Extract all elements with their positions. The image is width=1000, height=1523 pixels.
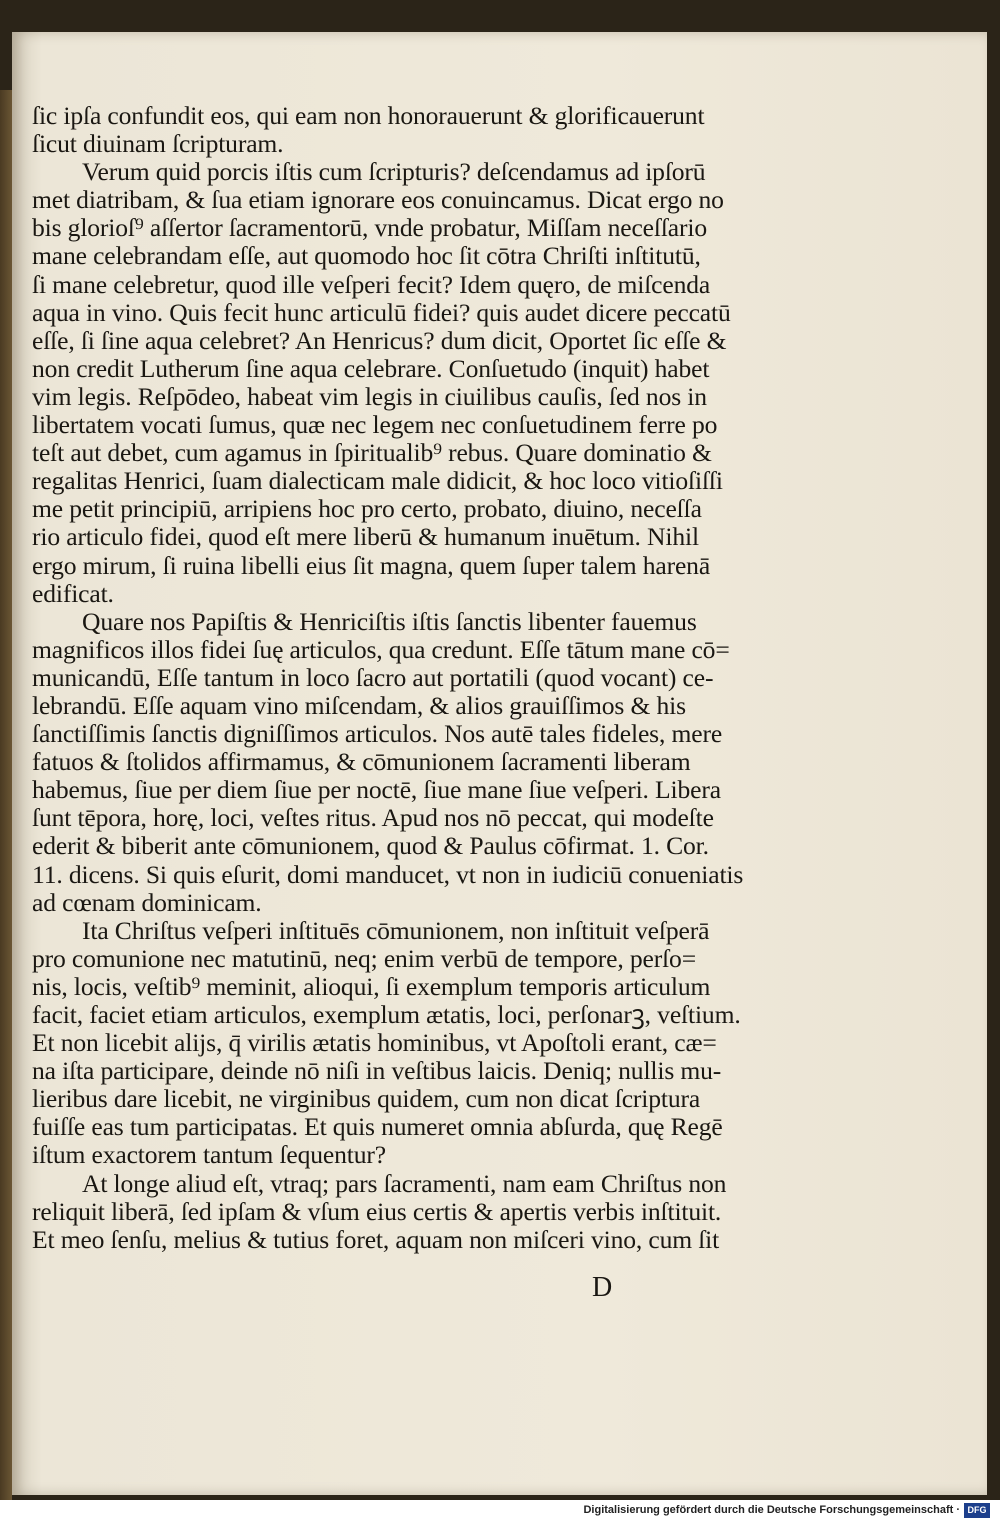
text-line: facit, faciet etiam articulos, exemplum ætatis, loci, perſonarꝫ, veſtium. xyxy=(32,1000,741,1029)
text-line: ſicut diuinam ſcripturam. xyxy=(32,129,284,159)
text-line: eſſe, ſi ſine aqua celebret? An Henricus? dum dicit, Oportet ſic eſſe & xyxy=(32,325,727,355)
text-line: ſic ipſa confundit eos, qui eam non honorauerunt & glorificauerunt xyxy=(32,101,705,130)
text-line: habemus, ſiue per diem ſiue per noctē, ſiue mane ſiue veſperi. Libera xyxy=(32,775,721,805)
text-line: At longe aliud eſt, vtraq; pars ſacramenti, nam eam Chriſtus non xyxy=(82,1168,727,1198)
text-line: ſi mane celebretur, quod ille veſperi fecit? Idem quęro, de miſcenda xyxy=(32,269,711,299)
text-line: vim legis. Reſpōdeo, habeat vim legis in ciuilibus cauſis, ſed nos in xyxy=(32,381,707,411)
text-line: ſanctiſſimis ſanctis digniſſimos articulos. Nos autē tales fideles, mere xyxy=(32,719,723,749)
footer-credit: Digitalisierung gefördert durch die Deutsche Forschungsgemeinschaft · xyxy=(583,1504,960,1516)
text-line: reliquit liberā, ſed ipſam & vſum eius certis & apertis verbis inſtituit. xyxy=(32,1196,722,1226)
text-line: fatuos & ſtolidos affirmamus, & cōmunionem ſacramenti liberam xyxy=(32,747,691,777)
text-line: 11. dicens. Si quis eſurit, domi manducet, vt non in iudiciū conueniatis xyxy=(32,859,744,889)
binding-edge-top xyxy=(0,0,12,90)
text-line: ſunt tēpora, horę, loci, veſtes ritus. Apud nos nō peccat, qui modeſte xyxy=(32,803,714,833)
text-line: iſtum exactorem tantum ſequentur? xyxy=(32,1140,386,1170)
text-line: ergo mirum, ſi ruina libelli eius ſit magna, quem ſuper talem harenā xyxy=(32,550,711,580)
text-line: me petit principiū, arripiens hoc pro certo, probato, diuino, neceſſa xyxy=(32,494,702,524)
text-line: Verum quid porcis iſtis cum ſcripturis? deſcendamus ad ipſorū xyxy=(82,157,706,187)
book-page xyxy=(12,32,987,1495)
text-line: edificat. xyxy=(32,578,114,608)
text-line: regalitas Henrici, ſuam dialecticam male didicit, & hoc loco vitioſiſſi xyxy=(32,466,723,496)
text-line: teſt aut debet, cum agamus in ſpiritualib⁹ rebus. Quare dominatio & xyxy=(32,438,712,468)
footer-bar xyxy=(0,1500,1000,1523)
text-line: Ita Chriſtus veſperi inſtituēs cōmunionem, non inſtituit veſperā xyxy=(82,915,710,945)
text-line: magnificos illos fidei ſuę articulos, qua credunt. Eſſe tātum mane cō= xyxy=(32,634,730,664)
text-line: Et non licebit alijs, q̄ virilis ætatis hominibus, vt Apoſtoli erant, cæ= xyxy=(32,1028,717,1058)
text-line: aqua in vino. Quis fecit hunc articulū fidei? quis audet dicere peccatū xyxy=(32,297,731,327)
text-line: libertatem vocati ſumus, quæ nec legem nec conſuetudinem ferre po xyxy=(32,410,718,440)
text-line: fuiſſe eas tum participatas. Et quis numeret omnia abſurda, quę Regē xyxy=(32,1112,723,1142)
text-line: ad cœnam dominicam. xyxy=(32,887,262,917)
text-line: mane celebrandam eſſe, aut quomodo hoc ſit cōtra Chriſti inſtitutū, xyxy=(32,241,701,271)
signature-mark: D xyxy=(592,1272,613,1303)
text-line: lieribus dare licebit, ne virginibus quidem, cum non dicat ſcriptura xyxy=(32,1084,701,1114)
binding-edge xyxy=(0,90,12,1500)
text-line: lebrandū. Eſſe aquam vino miſcendam, & alios grauiſſimos & his xyxy=(32,690,686,720)
text-line: na iſta participare, deinde nō niſi in veſtibus laicis. Deniq; nullis mu- xyxy=(32,1056,722,1086)
text-line: municandū, Eſſe tantum in loco ſacro aut portatili (quod vocant) ce- xyxy=(32,662,714,692)
text-line: rio articulo fidei, quod eſt mere liberū & humanum inuētum. Nihil xyxy=(32,522,699,552)
text-line: Quare nos Papiſtis & Henriciſtis iſtis ſanctis libenter fauemus xyxy=(82,606,697,636)
page-text xyxy=(32,102,762,1254)
text-line: non credit Lutherum ſine aqua celebrare. Conſuetudo (inquit) habet xyxy=(32,353,710,383)
text-line: ederit & biberit ante cōmunionem, quod & Paulus cōfirmat. 1. Cor. xyxy=(32,831,709,861)
text-line: bis glorioſ⁹ aſſertor ſacramentorū, vnde probatur, Miſſam neceſſario xyxy=(32,213,707,243)
text-line: met diatribam, & ſua etiam ignorare eos conuincamus. Dicat ergo no xyxy=(32,185,724,215)
text-line: pro comunione nec matutinū, neq; enim verbū de tempore, perſo= xyxy=(32,943,696,973)
text-line: Et meo ſenſu, melius & tutius foret, aquam non miſceri vino, cum ſit xyxy=(32,1224,720,1254)
text-line: nis, locis, veſtib⁹ meminit, alioqui, ſi exemplum temporis articulum xyxy=(32,971,711,1001)
dfg-logo: DFG xyxy=(964,1503,990,1518)
